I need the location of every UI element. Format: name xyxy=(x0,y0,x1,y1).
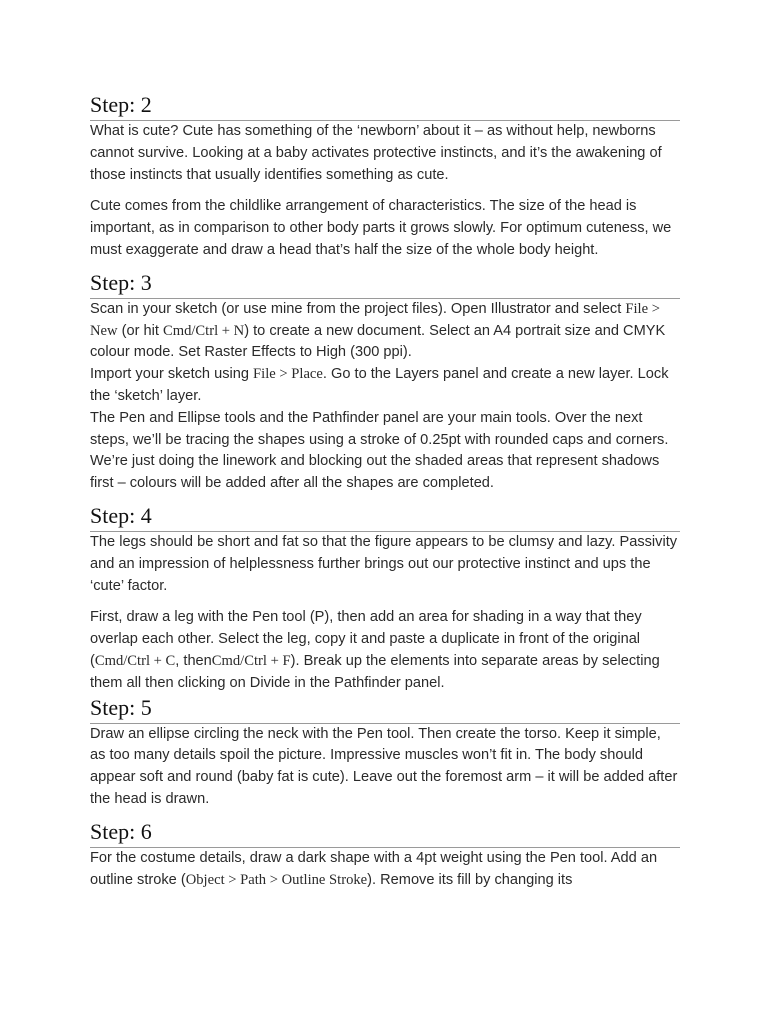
step-6-heading: Step: 6 xyxy=(90,819,680,848)
step-6-p1-menu-outline-stroke: Object > Path > Outline Stroke xyxy=(185,871,368,888)
step-3-p2-text-a: Import your sketch using xyxy=(90,366,254,383)
step-3-p1-shortcut-new: Cmd/Ctrl + N xyxy=(162,322,245,339)
step-2-section xyxy=(90,92,680,262)
step-3-p1-text-c: (or hit xyxy=(117,322,163,339)
step-4-paragraph-2 xyxy=(90,607,680,694)
step-3-paragraph-2 xyxy=(90,364,680,408)
step-4-section xyxy=(90,503,680,695)
step-3-section xyxy=(90,270,680,495)
step-4-p2-text-c: , then xyxy=(175,652,212,669)
step-3-paragraph-1 xyxy=(90,299,680,364)
step-5-section xyxy=(90,695,680,811)
step-5-heading: Step: 5 xyxy=(90,695,680,724)
step-2-paragraph-1: What is cute? Cute has something of the ‘newborn’ about it – as without help, newborns cannot survive. Looking at a baby activates protective instincts, and it’s the awakening of those instincts that usually identifies something as cute. xyxy=(90,123,662,183)
step-3-p1-text-a: Scan in your sketch (or use mine from the project files). Open Illustrator and select xyxy=(90,300,626,317)
step-6-p1-text-a: For the costume details, draw a dark shape with a 4pt weight using the Pen tool. Add an outline stroke ( xyxy=(90,849,658,888)
step-4-heading: Step: 4 xyxy=(90,503,680,532)
document-page xyxy=(90,92,680,891)
step-3-p1-menu-file-new: File > New xyxy=(90,300,660,339)
step-6-section xyxy=(90,819,680,892)
step-2-heading: Step: 2 xyxy=(90,92,680,121)
step-3-p1-text-e: ) to create a new document. Select an A4 portrait size and CMYK colour mode. Set Raster Effects to High (300 ppi). xyxy=(90,322,666,361)
step-4-p2-shortcut-paste-front: Cmd/Ctrl + F xyxy=(211,652,291,669)
step-4-p2-shortcut-copy: Cmd/Ctrl + C xyxy=(94,652,176,669)
step-3-heading: Step: 3 xyxy=(90,270,680,299)
step-6-paragraph-1 xyxy=(90,848,680,892)
step-4-p2-text-a: First, draw a leg with the Pen tool (P), then add an area for shading in a way that they overlap each other. Select the leg, copy it and paste a duplicate in front of the original ( xyxy=(90,609,642,669)
step-4-p2-text-e: ). Break up the elements into separate areas by selecting them all then clicking on Divide in the Pathfinder panel. xyxy=(90,652,660,691)
step-4-paragraph-1: The legs should be short and fat so that the figure appears to be clumsy and lazy. Passivity and an impression of helplessness further brings out our protective instinct and ups the ‘cute’ factor. xyxy=(90,533,678,594)
step-3-paragraph-3: The Pen and Ellipse tools and the Pathfinder panel are your main tools. Over the next steps, we’ll be tracing the shapes using a stroke of 0.25pt with rounded caps and corners. We’re just doing the linework and blocking out the shaded areas that represent shadows first – colours will be added after all the shapes are completed. xyxy=(90,409,669,492)
step-5-paragraph-1: Draw an ellipse circling the neck with the Pen tool. Then create the torso. Keep it simple, as too many details spoil the picture. Impressive muscles won’t fit in. The body should appear soft and round (baby fat is cute). Leave out the foremost arm – it will be added after the head is drawn. xyxy=(90,725,678,807)
step-3-p2-text-c: . Go to the Layers panel and create a new layer. Lock the ‘sketch’ layer. xyxy=(90,366,669,404)
step-6-p1-text-c: ). Remove its fill by changing its xyxy=(367,871,573,888)
step-2-paragraph-2: Cute comes from the childlike arrangement of characteristics. The size of the head is important, as in comparison to other body parts it grows slowly. For optimum cuteness, we must exaggerate and draw a head that’s half the size of the whole body height. xyxy=(90,198,672,258)
step-3-p2-menu-file-place: File > Place xyxy=(253,366,323,383)
